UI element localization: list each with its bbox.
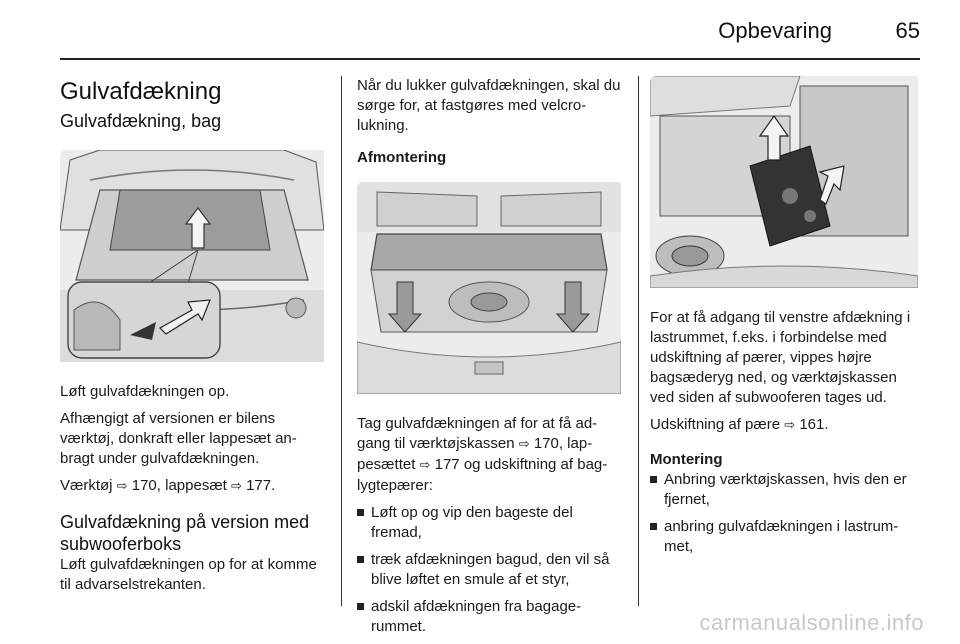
column-3 bbox=[650, 76, 922, 564]
column-divider bbox=[638, 76, 639, 606]
watermark: carmanualsonline.info bbox=[699, 610, 924, 635]
list-item: Løft op og vip den bageste del fremad, bbox=[357, 503, 623, 543]
paragraph-with-ref: Tag gulvafdækningen af for at få ad-gang til værktøjskassen ⇨ 170, lap-pesættet ⇨ 177 og udskiftning af bag-lygtepærer: bbox=[357, 415, 608, 494]
bullet-square-icon bbox=[357, 509, 364, 516]
page-header-title: Opbevaring bbox=[718, 18, 832, 43]
paragraph: Løft gulvafdækningen op for at komme til advarselstrekanten. bbox=[60, 556, 317, 593]
ref-arrow-icon: ⇨ bbox=[116, 479, 128, 494]
paragraph-with-ref: Udskiftning af pære ⇨ 161. bbox=[650, 416, 829, 433]
ref-arrow-icon: ⇨ bbox=[231, 479, 242, 494]
illustration-toolbox-subwoofer bbox=[650, 76, 918, 288]
list-item: Anbring værktøjskassen, hvis den er fjernet, bbox=[650, 470, 922, 510]
ref-arrow-icon: ⇨ bbox=[518, 437, 530, 452]
bullet-square-icon bbox=[650, 476, 657, 483]
paragraph-with-ref: Værktøj ⇨ 170, lappesæt ⇨ 177. bbox=[60, 477, 276, 494]
column-1 bbox=[60, 76, 328, 602]
figure-toolbox bbox=[650, 76, 922, 294]
bullet-square-icon bbox=[357, 603, 364, 610]
list-item: anbring gulvafdækningen i lastrum-met, bbox=[650, 517, 922, 557]
illustration-trunk-floor-cover bbox=[60, 150, 324, 362]
section-heading-removal: Afmontering bbox=[357, 149, 447, 166]
column-2 bbox=[357, 76, 623, 644]
paragraph: Når du lukker gulvafdækningen, skal du sørge for, at fastgøres med velcro-lukning. bbox=[357, 77, 621, 134]
subsection-heading: Gulvafdækning, bag bbox=[60, 111, 222, 131]
column-divider bbox=[341, 76, 342, 606]
bullet-square-icon bbox=[357, 556, 364, 563]
bullet-square-icon bbox=[650, 523, 657, 530]
section-heading: Gulvafdækning bbox=[60, 78, 222, 105]
ref-arrow-icon: ⇨ bbox=[419, 458, 431, 473]
page-number: 65 bbox=[895, 18, 920, 43]
illustration-remove-floor-cover bbox=[357, 182, 621, 394]
paragraph: Afhængigt af versionen er bilens værktøj, donkraft eller lappesæt an-bragt under gulvafdækningen. bbox=[60, 410, 297, 467]
figure-rear-floor-cover bbox=[60, 150, 328, 368]
header-rule bbox=[60, 58, 920, 60]
paragraph: Løft gulvafdækningen op. bbox=[60, 383, 230, 400]
paragraph: For at få adgang til venstre afdækning i lastrummet, f.eks. i forbindelse med udskiftning af pærer, vippes højre bagsæderyg ned, og værktøjskassen ved siden af subwooferen tages ud. bbox=[650, 309, 911, 406]
figure-removal bbox=[357, 182, 623, 400]
ref-arrow-icon: ⇨ bbox=[784, 418, 796, 433]
list-item: træk afdækningen bagud, den vil så blive løftet en smule af et styr, bbox=[357, 550, 623, 590]
section-heading-installation: Montering bbox=[650, 451, 723, 468]
subsection-heading: Gulvafdækning på version med subwooferboks bbox=[60, 512, 310, 554]
list-item: adskil afdækningen fra bagage-rummet. bbox=[357, 597, 623, 637]
